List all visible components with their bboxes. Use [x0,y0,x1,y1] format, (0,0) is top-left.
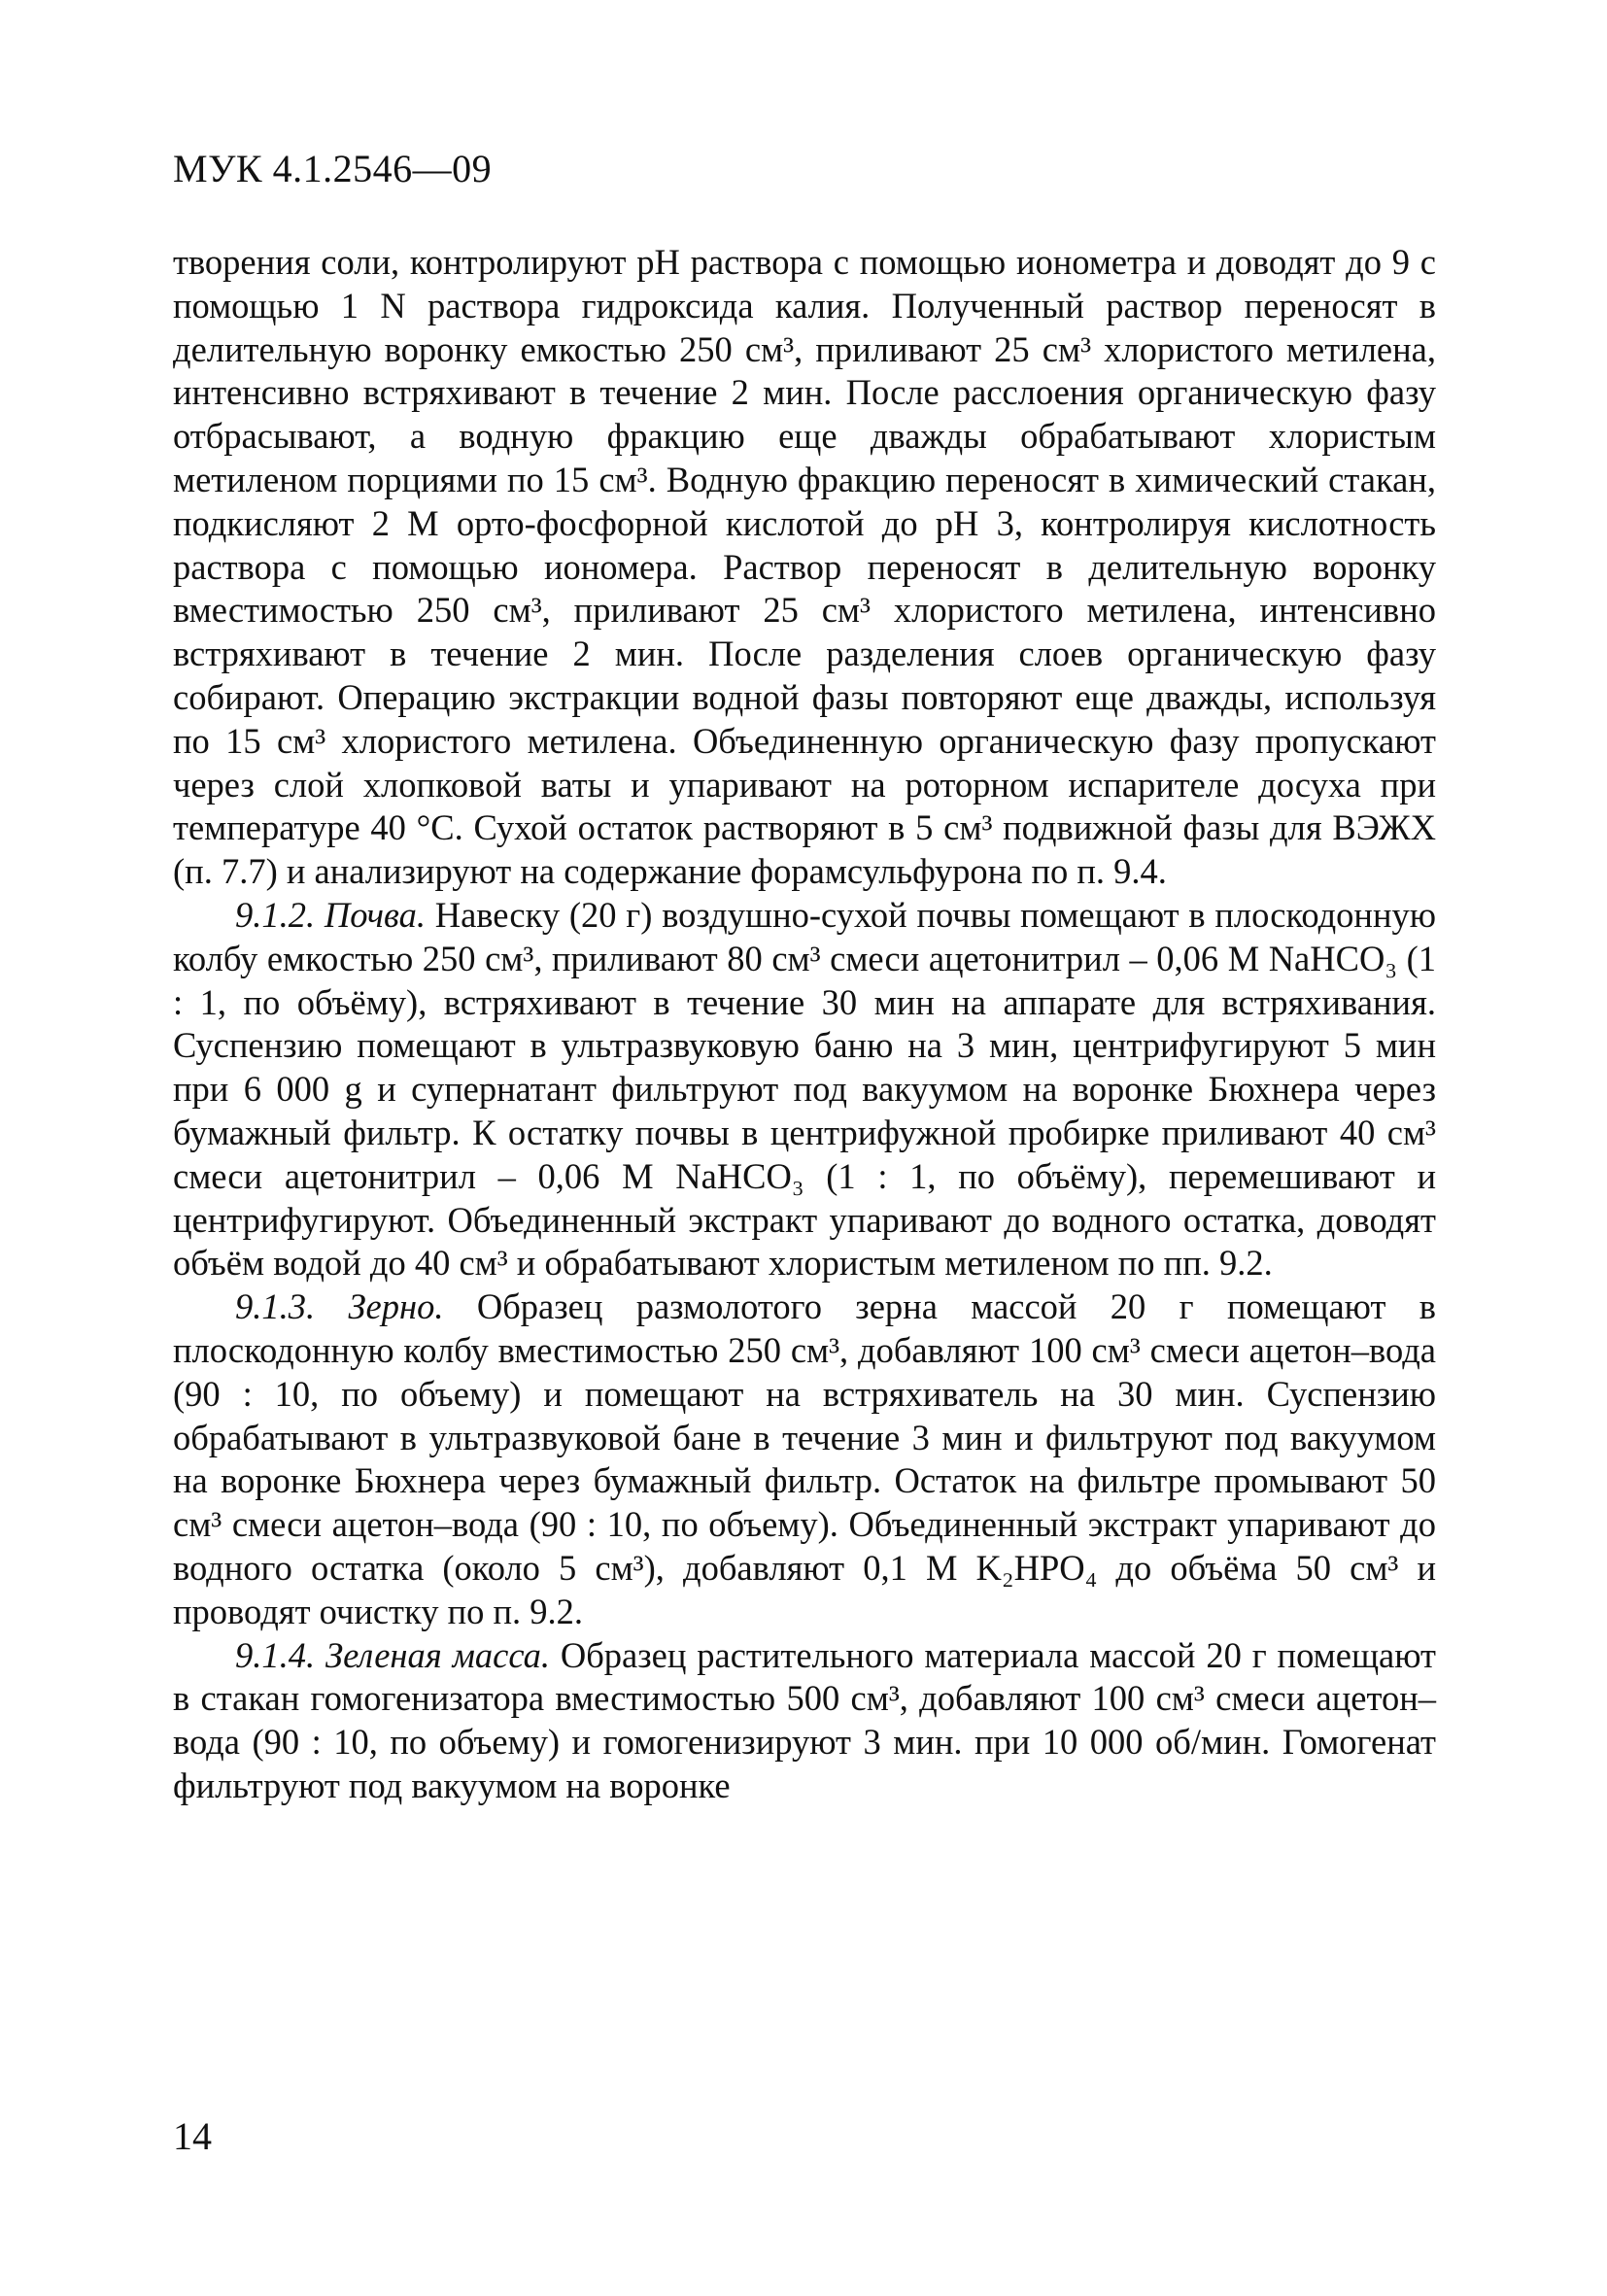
body-text [173,241,1436,1808]
paragraph-green-mass [173,1634,1436,1808]
paragraph-continuation [173,241,1436,894]
paragraph-soil [173,894,1436,1285]
paragraph-grain [173,1285,1436,1633]
section-heading-grain: 9.1.3. Зерно. [235,1286,444,1327]
page-number: 14 [173,2114,212,2158]
paragraph-text: Навеску (20 г) воздушно-сухой почвы помещают в плоскодонную колбу емкостью 250 см³, приливают 80 см³ смеси ацетонитрил – 0,06 М NaHCO₃ (1 : 1, по объёму), встряхивают в течение 30 мин на аппарате для встряхивания. Суспензию помещают в ультразвуковую баню на 3 мин, центрифугируют 5 мин при 6 000 g и супернатант фильтруют под вакуумом на воронке Бюхнера через бумажный фильтр. К остатку почвы в центрифужной пробирке приливают 40 см³ смеси ацетонитрил – 0,06 М NaHCO₃ (1 : 1, по объёму), перемешивают и центрифугируют. Объединенный экстракт упаривают до водного остатка, доводят объём водой до 40 см³ и обрабатывают хлористым метиленом по пп. 9.2. [173,894,1436,1284]
paragraph-text: творения соли, контролируют pH раствора с помощью ионометра и доводят до 9 с помощью 1 N раствора гидроксида калия. Полученный раствор переносят в делительную воронку емкостью 250 см³, приливают 25 см³ хлористого метилена, интенсивно встряхивают в течение 2 мин. После расслоения органическую фазу отбрасывают, а водную фракцию еще дважды обрабатывают хлористым метиленом порциями по 15 см³. Водную фракцию переносят в химический стакан, подкисляют 2 М орто-фосфорной кислотой до pH 3, контролируя кислотность раствора с помощью иономера. Раствор переносят в делительную воронку вместимостью 250 см³, приливают 25 см³ хлористого метилена, интенсивно встряхивают в течение 2 мин. После разделения слоев органическую фазу собирают. Операцию экстракции водной фазы повторяют еще дважды, используя по 15 см³ хлористого метилена. Объединенную органическую фазу пропускают через слой хлопковой ваты и упаривают на роторном испарителе досуха при температуре 40 °С. Сухой остаток растворяют в 5 см³ подвижной фазы для ВЭЖХ (п. 7.7) и анализируют на содержание форамсульфурона по п. 9.4. [173,242,1436,892]
paragraph-text: Образец размолотого зерна массой 20 г помещают в плоскодонную колбу вместимостью 250 см³, добавляют 100 см³ смеси ацетон–вода (90 : 10, по объему) и помещают на встряхиватель на 30 мин. Суспензию обрабатывают в ультразвуковой бане в течение 3 мин и фильтруют под вакуумом на воронке Бюхнера через бумажный фильтр. Остаток на фильтре промывают 50 см³ смеси ацетон–вода (90 : 10, по объему). Объединенный экстракт упаривают до водного остатка (около 5 см³), добавляют 0,1 М K₂HPO₄ до объёма 50 см³ и проводят очистку по п. 9.2. [173,1286,1436,1631]
section-heading-green-mass: 9.1.4. Зеленая масса. [235,1634,550,1675]
section-heading-soil: 9.1.2. Почва. [235,894,426,935]
paragraph-text: Образец растительного материала массой 20 г помещают в стакан гомогенизатора вместимостью 500 см³, добавляют 100 см³ смеси ацетон–вода (90 : 10, по объему) и гомогенизируют 3 мин. при 10 000 об/мин. Гомогенат фильтруют под вакуумом на воронке [173,1634,1436,1805]
page-header: МУК 4.1.2546—09 [173,147,493,190]
